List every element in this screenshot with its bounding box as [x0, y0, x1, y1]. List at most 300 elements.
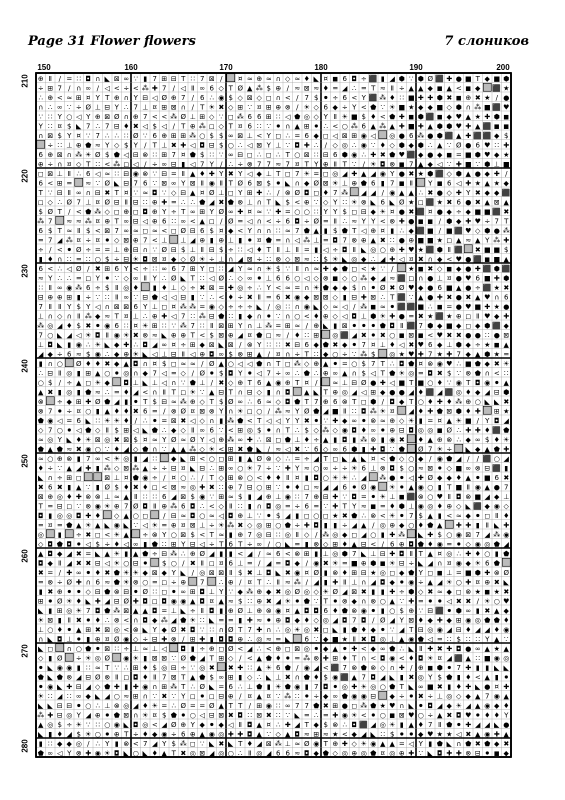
stitch-symbol: ◢	[171, 616, 177, 625]
stitch-symbol: ∴	[276, 625, 281, 634]
stitch-symbol: ⊗	[265, 606, 272, 615]
stitch-symbol: ⊠	[170, 416, 177, 425]
stitch-symbol: Y	[333, 207, 338, 216]
stitch-symbol: T	[152, 141, 157, 150]
stitch-symbol: ☀	[75, 720, 82, 729]
stitch-symbol: ▲	[76, 378, 82, 387]
hatched-cell	[483, 406, 491, 414]
stitch-symbol: ✚	[389, 530, 396, 539]
stitch-symbol: ●	[465, 331, 472, 340]
stitch-symbol: ◆	[494, 492, 500, 501]
stitch-symbol: ♦	[303, 616, 310, 625]
stitch-symbol: ●	[427, 274, 434, 283]
stitch-symbol: ≈	[265, 74, 272, 83]
stitch-symbol: ◉	[436, 359, 443, 368]
stitch-symbol: ¤	[133, 321, 138, 330]
stitch-symbol: ¤	[247, 692, 252, 701]
stitch-symbol: 7	[352, 616, 357, 625]
stitch-symbol: ☀	[104, 502, 111, 511]
stitch-symbol: ◣	[228, 739, 234, 748]
stitch-symbol: ⊗	[170, 407, 177, 416]
stitch-symbol: ◻	[161, 302, 168, 311]
stitch-symbol: ⬟	[341, 606, 348, 615]
stitch-symbol: ⊗	[332, 720, 339, 729]
stitch-symbol: ▲	[123, 530, 129, 539]
stitch-symbol: =	[294, 454, 301, 463]
stitch-symbol: ¤	[409, 255, 414, 264]
stitch-symbol: =	[313, 169, 320, 178]
stitch-symbol: ÷	[56, 473, 63, 482]
stitch-symbol: ◻	[170, 226, 177, 235]
stitch-symbol: ⊞	[75, 93, 82, 102]
stitch-symbol: ⊕	[303, 198, 310, 207]
stitch-symbol: ∩	[266, 359, 272, 368]
stitch-symbol: 7	[133, 103, 138, 112]
stitch-symbol: ⊥	[436, 692, 443, 701]
stitch-symbol: ◁	[57, 749, 63, 758]
stitch-symbol: ÷	[341, 521, 348, 530]
stitch-symbol: /	[210, 378, 213, 387]
stitch-symbol: 6	[475, 274, 480, 283]
stitch-symbol: ◻	[351, 207, 358, 216]
stitch-symbol: ⬢	[493, 112, 500, 121]
stitch-symbol: /	[239, 692, 242, 701]
stitch-symbol: ≈	[180, 435, 187, 444]
stitch-symbol: ◉	[113, 521, 120, 530]
stitch-symbol: ◆	[446, 473, 452, 482]
stitch-symbol: $	[124, 141, 129, 150]
stitch-symbol: ¤	[95, 217, 100, 226]
stitch-symbol: ⊕	[123, 207, 130, 216]
stitch-symbol: ◆	[494, 701, 500, 710]
stitch-symbol: ◇	[180, 426, 186, 435]
stitch-symbol: Y	[143, 302, 148, 311]
stitch-symbol: ☀	[313, 283, 320, 292]
stitch-symbol: ○	[132, 749, 139, 758]
stitch-symbol: ■	[474, 492, 482, 501]
stitch-symbol: ◘	[284, 616, 291, 625]
stitch-symbol: Ø	[180, 112, 187, 121]
stitch-symbol: ⊟	[237, 150, 244, 159]
stitch-symbol: Y	[485, 236, 490, 245]
stitch-symbol: ≈	[75, 350, 82, 359]
stitch-symbol: ÷	[227, 245, 234, 254]
stitch-symbol: ♦	[94, 616, 101, 625]
stitch-symbol: T	[181, 682, 186, 691]
stitch-symbol: ◼	[332, 274, 339, 283]
stitch-symbol: ◼	[446, 150, 453, 159]
hatched-cell	[103, 511, 111, 519]
stitch-symbol: ⊗	[370, 416, 377, 425]
stitch-symbol: ⚫	[265, 312, 272, 321]
stitch-symbol: Ⅱ	[105, 426, 109, 435]
stitch-symbol: ⬛	[368, 93, 378, 102]
stitch-symbol: ∩	[351, 369, 357, 378]
stitch-symbol: ♥	[446, 359, 453, 368]
stitch-symbol: ◣	[494, 720, 500, 729]
stitch-symbol: ⚫	[398, 473, 405, 482]
stitch-symbol: ◘	[218, 635, 225, 644]
stitch-symbol: ⬛	[330, 663, 340, 672]
stitch-symbol: Y	[86, 112, 91, 121]
stitch-symbol: Ⅱ	[419, 644, 423, 653]
stitch-symbol: ∵	[152, 169, 157, 178]
stitch-symbol: ⁂	[379, 93, 387, 102]
stitch-symbol: ¤	[86, 93, 91, 102]
stitch-symbol: ○	[370, 530, 377, 539]
stitch-symbol: ÷	[94, 283, 101, 292]
stitch-symbol: ⬛	[501, 188, 511, 197]
stitch-symbol: ⊠	[151, 654, 158, 663]
stitch-symbol: ◢	[114, 397, 120, 406]
stitch-symbol: ◘	[313, 473, 320, 482]
stitch-symbol: ⊠	[151, 568, 158, 577]
stitch-symbol: ∞	[180, 587, 187, 596]
stitch-symbol: ÷	[484, 217, 491, 226]
stitch-symbol: ♦	[417, 388, 424, 397]
stitch-symbol: ☀	[341, 112, 348, 121]
stitch-symbol: ∷	[238, 245, 243, 254]
stitch-symbol: ◣	[503, 663, 509, 672]
stitch-symbol: ∵	[133, 521, 138, 530]
stitch-symbol: ○	[294, 312, 301, 321]
stitch-symbol: Y	[238, 188, 243, 197]
stitch-symbol: ⊠	[151, 255, 158, 264]
stitch-symbol: ≈	[151, 226, 158, 235]
stitch-symbol: ◎	[446, 549, 453, 558]
stitch-symbol: ✚	[303, 141, 310, 150]
stitch-symbol: ≈	[104, 312, 111, 321]
stitch-symbol: ◉	[294, 293, 301, 302]
stitch-symbol: ◆	[142, 568, 148, 577]
stitch-symbol: ▮	[228, 549, 233, 558]
stitch-symbol: ◎	[66, 511, 73, 520]
stitch-symbol: /	[220, 160, 223, 169]
row-label: 260	[20, 549, 30, 563]
stitch-symbol: ◎	[322, 616, 329, 625]
stitch-symbol: ∴	[76, 169, 81, 178]
stitch-symbol: /	[201, 473, 204, 482]
stitch-symbol: ☀	[142, 711, 149, 720]
stitch-symbol: ∩	[38, 635, 44, 644]
stitch-symbol: ÷	[47, 160, 54, 169]
stitch-symbol: ¤	[437, 416, 442, 425]
stitch-symbol: ⊠	[47, 131, 54, 140]
stitch-symbol: ✚	[322, 264, 329, 273]
stitch-symbol: ◻	[446, 236, 453, 245]
stitch-symbol: ◆	[484, 359, 490, 368]
stitch-symbol: ✚	[332, 416, 339, 425]
stitch-symbol: ⁂	[379, 473, 387, 482]
stitch-symbol: ◣	[342, 454, 348, 463]
stitch-symbol: ✚	[427, 644, 434, 653]
hatched-cell	[417, 178, 425, 186]
stitch-symbol: ◉	[303, 663, 310, 672]
stitch-symbol: Ø	[446, 426, 453, 435]
stitch-symbol: ≈	[294, 74, 301, 83]
stitch-symbol: ▲	[95, 521, 101, 530]
stitch-symbol: ✖	[465, 597, 472, 606]
stitch-symbol: ◁	[342, 312, 348, 321]
stitch-symbol: =	[455, 568, 462, 577]
stitch-symbol: ⬟	[427, 521, 434, 530]
stitch-symbol: ◇	[256, 93, 262, 102]
stitch-symbol: Ⅱ	[58, 559, 62, 568]
stitch-symbol: ∩	[285, 236, 291, 245]
stitch-symbol: =	[151, 407, 158, 416]
stitch-symbol: ⊠	[123, 435, 130, 444]
stitch-symbol: ○	[199, 131, 206, 140]
stitch-symbol: ÷	[208, 255, 215, 264]
stitch-symbol: ⊟	[132, 245, 139, 254]
stitch-symbol: <	[303, 312, 310, 321]
stitch-symbol: ⊠	[199, 749, 206, 758]
stitch-symbol: ⊠	[170, 673, 177, 682]
stitch-symbol: ∴	[456, 426, 461, 435]
stitch-symbol: Ⅱ	[447, 245, 451, 254]
stitch-symbol: ▮	[48, 730, 53, 739]
stitch-symbol: ⊕	[389, 416, 396, 425]
stitch-symbol: ∴	[38, 93, 43, 102]
stitch-symbol: /	[58, 568, 61, 577]
stitch-symbol: ♦	[303, 435, 310, 444]
stitch-symbol: ≈	[265, 549, 272, 558]
stitch-symbol: ⊕	[94, 635, 101, 644]
stitch-symbol: $	[209, 331, 214, 340]
stitch-symbol: ■	[350, 112, 358, 121]
stitch-symbol: ◎	[455, 388, 462, 397]
stitch-symbol: ◁	[161, 369, 167, 378]
stitch-symbol: ⊕	[389, 426, 396, 435]
stitch-symbol: ¤	[276, 350, 281, 359]
stitch-symbol: ▮	[76, 293, 81, 302]
stitch-symbol: ∩	[142, 359, 148, 368]
stitch-symbol: ⬢	[503, 388, 510, 397]
stitch-symbol: ◎	[379, 635, 386, 644]
stitch-symbol: =	[360, 492, 367, 501]
stitch-symbol: /	[391, 264, 394, 273]
stitch-symbol: ◎	[256, 749, 263, 758]
stitch-symbol: Ⅱ	[115, 283, 119, 292]
stitch-symbol: ⊕	[322, 397, 329, 406]
stitch-symbol: ⊥	[284, 739, 291, 748]
stitch-symbol: ⊥	[436, 274, 443, 283]
stitch-symbol: ≈	[360, 502, 367, 511]
stitch-symbol: ■	[407, 122, 415, 131]
stitch-symbol: /	[134, 416, 137, 425]
stitch-symbol: ○	[227, 141, 234, 150]
stitch-symbol: ⬛	[454, 226, 464, 235]
stitch-symbol: ⊠	[256, 141, 263, 150]
stitch-symbol: ⊥	[408, 502, 415, 511]
stitch-symbol: /	[362, 160, 365, 169]
stitch-symbol: =	[322, 711, 329, 720]
stitch-symbol: ◆	[475, 321, 481, 330]
stitch-symbol: Ⅱ	[200, 559, 204, 568]
stitch-symbol: ✚	[389, 587, 396, 596]
stitch-symbol: ◎	[113, 625, 120, 634]
stitch-symbol: ∷	[209, 625, 214, 634]
stitch-symbol: ⬟	[189, 654, 196, 663]
stitch-symbol: ◣	[123, 749, 129, 758]
stitch-symbol: ♦	[341, 654, 348, 663]
stitch-symbol: ⊠	[161, 654, 168, 663]
stitch-symbol: ⁂	[65, 236, 73, 245]
stitch-symbol: ◎	[123, 454, 130, 463]
stitch-symbol: ∞	[170, 179, 177, 188]
stitch-symbol: ♦	[37, 464, 44, 473]
stitch-symbol: ◣	[114, 179, 120, 188]
hatched-cell	[170, 235, 178, 243]
stitch-symbol: ∷	[295, 492, 300, 501]
stitch-symbol: 7	[200, 74, 205, 83]
stitch-symbol: ♥	[408, 283, 415, 292]
stitch-symbol: ☀	[275, 682, 282, 691]
stitch-symbol: ✖	[265, 711, 272, 720]
stitch-symbol: ⬢	[436, 245, 443, 254]
stitch-symbol: T	[238, 625, 243, 634]
stitch-symbol: ▮	[266, 388, 271, 397]
stitch-symbol: ⊥	[104, 492, 111, 501]
stitch-symbol: ⊟	[56, 502, 63, 511]
stitch-symbol: ⊗	[370, 511, 377, 520]
stitch-symbol: ○	[94, 730, 101, 739]
stitch-symbol: ∵	[171, 654, 176, 663]
stitch-symbol: Y	[181, 692, 186, 701]
stitch-symbol: ☀	[85, 654, 92, 663]
stitch-symbol: ♦	[370, 112, 377, 121]
stitch-symbol: /	[305, 321, 308, 330]
stitch-symbol: ◆	[313, 340, 319, 349]
stitch-symbol: ⊥	[370, 549, 377, 558]
stitch-symbol: ⬟	[474, 369, 481, 378]
stitch-symbol: =	[170, 369, 177, 378]
stitch-symbol: $	[437, 530, 442, 539]
stitch-symbol: 7	[200, 160, 205, 169]
stitch-symbol: ▲	[437, 141, 443, 150]
stitch-symbol: ◻	[142, 226, 149, 235]
stitch-symbol: ∞	[75, 188, 82, 197]
stitch-symbol: ○	[85, 407, 92, 416]
stitch-symbol: ●	[389, 473, 396, 482]
stitch-symbol: Y	[238, 169, 243, 178]
stitch-symbol: ⚫	[436, 464, 443, 473]
stitch-symbol: ◼	[493, 749, 500, 758]
stitch-symbol: ⬛	[425, 112, 435, 121]
stitch-symbol: ○	[94, 445, 101, 454]
stitch-symbol: Ø	[199, 549, 206, 558]
stitch-symbol: ⊕	[332, 739, 339, 748]
stitch-symbol: ⊕	[227, 483, 234, 492]
stitch-symbol: Ø	[427, 473, 434, 482]
stitch-symbol: ⊕	[113, 502, 120, 511]
stitch-symbol: 7	[361, 340, 366, 349]
stitch-symbol: ⬢	[436, 122, 443, 131]
stitch-symbol: ◼	[503, 122, 510, 131]
stitch-symbol: ◢	[408, 388, 414, 397]
stitch-symbol: ▲	[427, 435, 433, 444]
stitch-symbol: ●	[398, 312, 405, 321]
stitch-symbol: ≈	[189, 359, 196, 368]
stitch-symbol: ⁂	[369, 407, 377, 416]
stitch-symbol: ◆	[465, 435, 471, 444]
stitch-symbol: /	[324, 141, 327, 150]
stitch-symbol: ◢	[209, 549, 215, 558]
stitch-symbol: Ⅱ	[333, 217, 337, 226]
stitch-symbol: ♦	[123, 122, 130, 131]
stitch-symbol: $	[437, 673, 442, 682]
stitch-symbol: Y	[323, 207, 328, 216]
stitch-symbol: 6	[228, 559, 233, 568]
stitch-symbol: /	[267, 540, 270, 549]
stitch-symbol: ∵	[114, 663, 119, 672]
stitch-symbol: ◎	[370, 682, 377, 691]
stitch-symbol: ⊕	[113, 93, 120, 102]
stitch-symbol: ⊞	[37, 597, 44, 606]
stitch-symbol: /	[248, 701, 251, 710]
hatched-cell	[322, 330, 330, 338]
stitch-symbol: ÷	[313, 692, 320, 701]
stitch-symbol: Ⅱ	[58, 369, 62, 378]
stitch-symbol: Y	[238, 264, 243, 273]
stitch-symbol: <	[132, 739, 139, 748]
stitch-symbol: ✚	[493, 730, 500, 739]
stitch-symbol: ◁	[266, 416, 272, 425]
stitch-symbol: ▮	[380, 587, 385, 596]
stitch-symbol: ◎	[75, 739, 82, 748]
stitch-symbol: ◇	[342, 274, 348, 283]
stitch-symbol: ∴	[105, 388, 110, 397]
stitch-symbol: ∷	[114, 644, 119, 653]
stitch-symbol: 7	[171, 150, 176, 159]
stitch-symbol: ⊕	[218, 435, 225, 444]
stitch-symbol: ○	[123, 559, 130, 568]
stitch-symbol: ◉	[465, 616, 472, 625]
stitch-symbol: ♦	[493, 711, 500, 720]
stitch-symbol: ⬢	[370, 559, 377, 568]
stitch-symbol: ◉	[360, 141, 367, 150]
stitch-symbol: ◉	[484, 730, 491, 739]
stitch-symbol: ∷	[114, 169, 119, 178]
stitch-symbol: Y	[295, 407, 300, 416]
stitch-symbol: T	[447, 483, 452, 492]
stitch-symbol: ♦	[123, 388, 130, 397]
stitch-symbol: Ø	[208, 359, 215, 368]
stitch-symbol: ◎	[341, 749, 348, 758]
stitch-symbol: ⊗	[37, 407, 44, 416]
stitch-symbol: =	[161, 606, 168, 615]
stitch-symbol: ◻	[85, 274, 92, 283]
stitch-symbol: ≈	[275, 445, 282, 454]
stitch-symbol: ≈	[284, 578, 291, 587]
stitch-symbol: ¤	[124, 473, 129, 482]
stitch-symbol: ◢	[228, 264, 234, 273]
stitch-symbol: ◣	[313, 74, 319, 83]
stitch-symbol: ✚	[455, 188, 462, 197]
stitch-symbol: ⊕	[275, 616, 282, 625]
stitch-symbol: ⬟	[303, 369, 310, 378]
hatched-cell	[407, 444, 415, 452]
stitch-symbol: ◢	[361, 730, 367, 739]
stitch-symbol: Ⅱ	[466, 483, 470, 492]
stitch-symbol: ⁂	[84, 312, 92, 321]
stitch-symbol: T	[304, 397, 309, 406]
stitch-symbol: Y	[428, 179, 433, 188]
stitch-symbol: ⊠	[265, 739, 272, 748]
stitch-symbol: ◢	[456, 454, 462, 463]
stitch-symbol: ◘	[142, 502, 149, 511]
stitch-symbol: ♦	[113, 540, 120, 549]
